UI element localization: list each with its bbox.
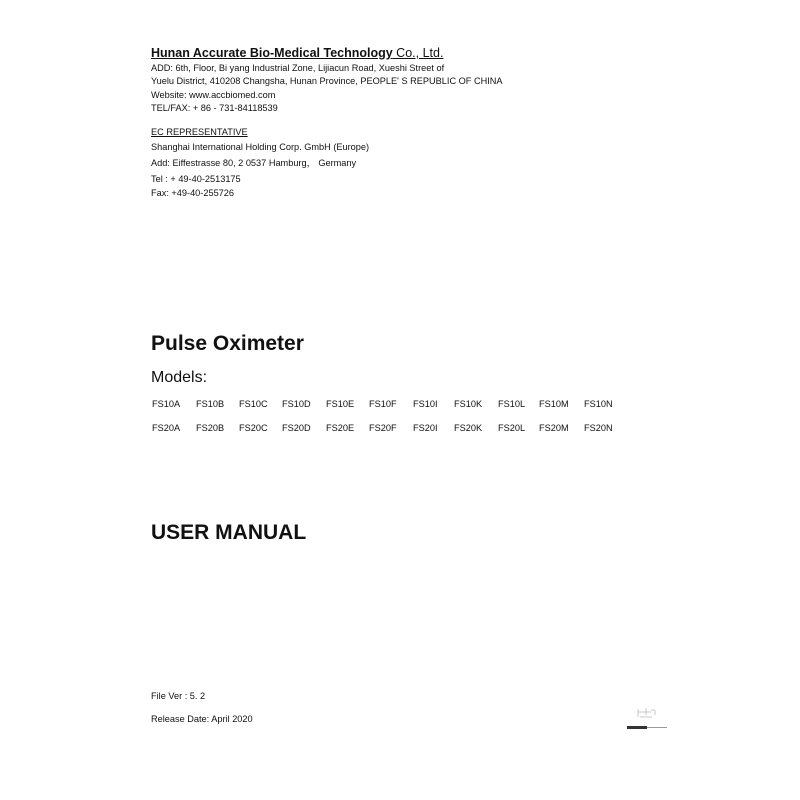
models-row-fs20 bbox=[152, 423, 632, 437]
model-code: FS20L bbox=[498, 423, 526, 433]
model-code: FS20D bbox=[282, 423, 311, 433]
manufacturer-name-main: Hunan Accurate Bio-Medical Technology bbox=[151, 46, 393, 60]
manufacturer-address-line: Yuelu District, 410208 Changsha, Hunan Province, PEOPLE' S REPUBLIC OF CHINA bbox=[151, 76, 503, 87]
ec-representative-tel: Tel : + 49-40-2513175 bbox=[151, 174, 241, 184]
models-row-fs10 bbox=[152, 399, 632, 413]
model-code: FS20A bbox=[152, 423, 181, 433]
ec-representative-info bbox=[151, 126, 571, 200]
model-code: FS20I bbox=[413, 423, 438, 433]
models-label: Models: bbox=[151, 369, 208, 386]
model-code: FS20N bbox=[584, 423, 613, 433]
model-code: FS20C bbox=[239, 423, 268, 433]
model-code: FS20K bbox=[454, 423, 483, 433]
ec-representative-fax: Fax: +49-40-255726 bbox=[151, 188, 235, 198]
model-code: FS10B bbox=[196, 399, 225, 409]
model-code: FS10K bbox=[454, 399, 483, 409]
model-code: FS10D bbox=[282, 399, 311, 409]
ec-representative-company: Shanghai International Holding Corp. GmbH (Europe) bbox=[151, 142, 370, 152]
manufacturer-name bbox=[151, 46, 571, 60]
model-code: FS10M bbox=[539, 399, 569, 409]
release-date: Release Date: April 2020 bbox=[151, 714, 253, 724]
corner-mark-icon bbox=[626, 706, 668, 732]
model-code: FS10L bbox=[498, 399, 526, 409]
model-code: FS20F bbox=[369, 423, 397, 433]
model-code: FS10A bbox=[152, 399, 181, 409]
model-code: FS20B bbox=[196, 423, 225, 433]
manufacturer-address-line: ADD: 6th, Floor, Bi yang Industrial Zone, Lijiacun Road, Xueshi Street of bbox=[151, 63, 445, 73]
ec-representative-address: Add: Eiffestrasse 80, 2 0537 Hamburg， Germany bbox=[151, 158, 357, 168]
model-code: FS10N bbox=[584, 399, 613, 409]
manufacturer-info bbox=[151, 46, 571, 116]
model-code: FS10F bbox=[369, 399, 397, 409]
model-code: FS10E bbox=[326, 399, 355, 409]
manufacturer-name-suffix: Co., Ltd. bbox=[392, 46, 444, 60]
ec-representative-title: EC REPRESENTATIVE bbox=[151, 127, 248, 137]
model-code: FS20M bbox=[539, 423, 569, 433]
model-code: FS10I bbox=[413, 399, 438, 409]
model-code: FS10C bbox=[239, 399, 268, 409]
manufacturer-website: Website: www.accbiomed.com bbox=[151, 89, 276, 100]
manual-title: USER MANUAL bbox=[151, 521, 307, 544]
model-code: FS20E bbox=[326, 423, 355, 433]
file-version: File Ver : 5. 2 bbox=[151, 691, 206, 701]
manufacturer-telfax: TEL/FAX: + 86 - 731-84118539 bbox=[151, 103, 278, 114]
product-title: Pulse Oximeter bbox=[151, 332, 304, 355]
